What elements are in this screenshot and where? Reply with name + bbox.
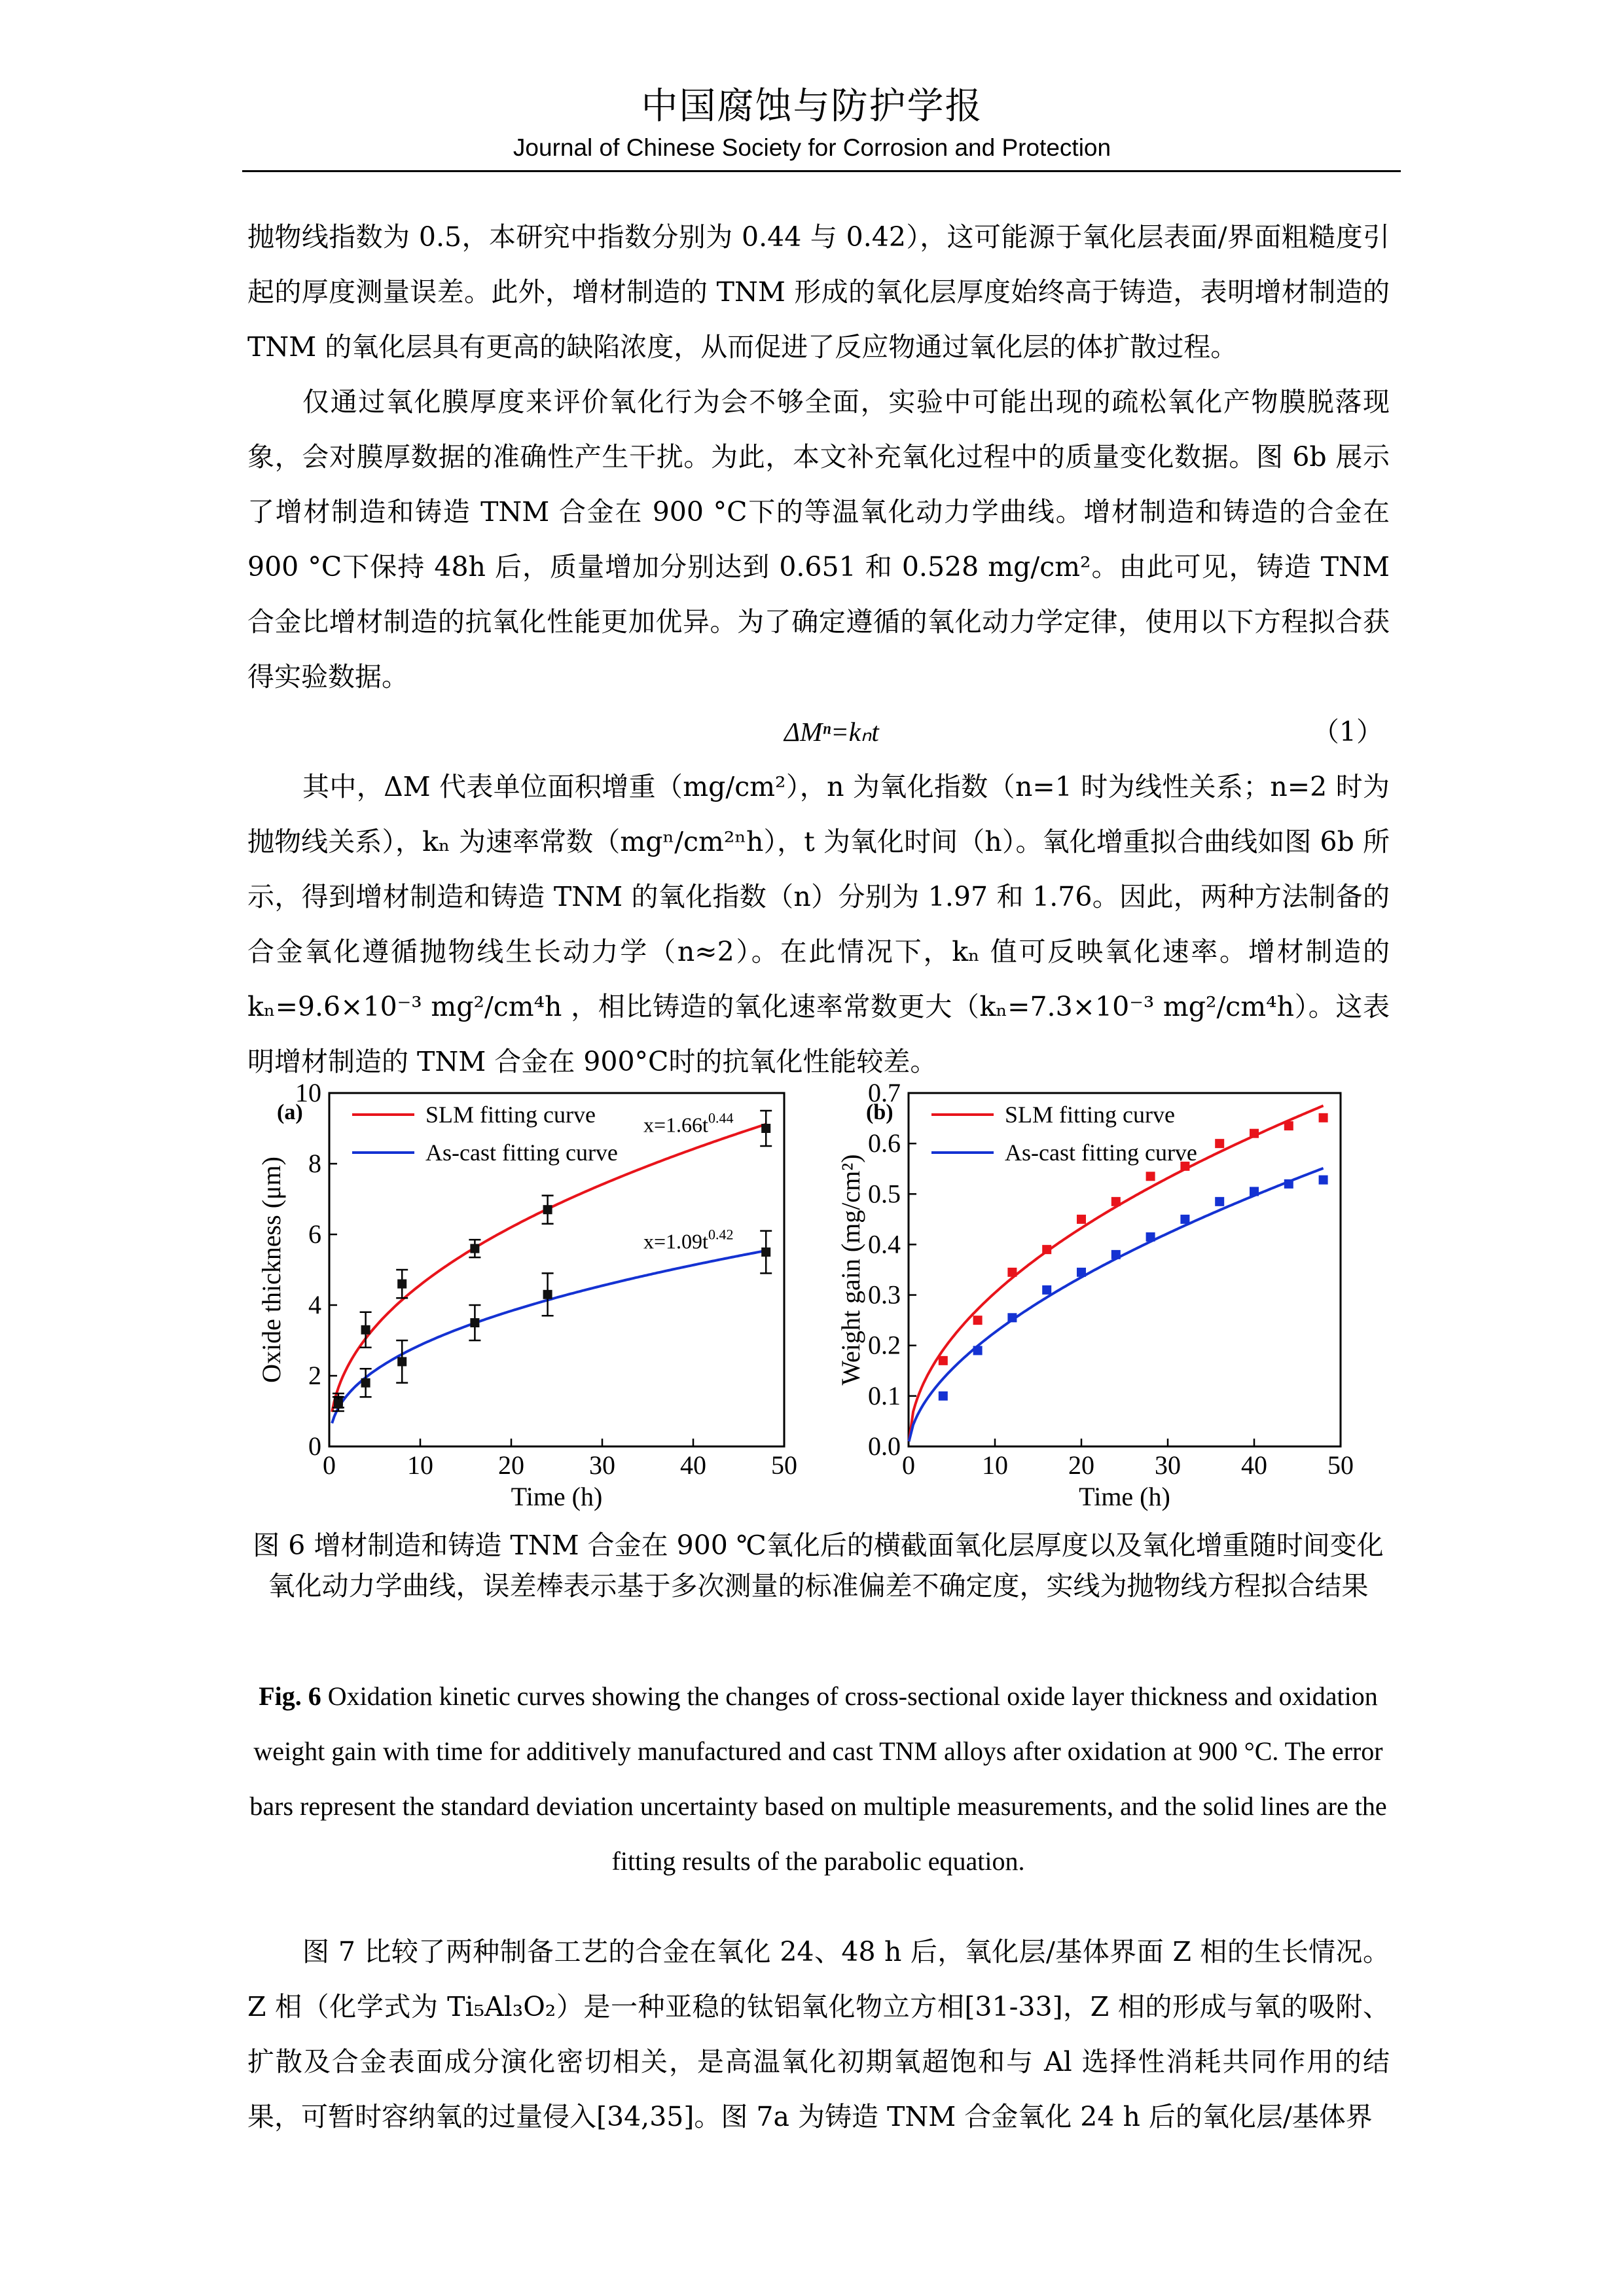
- data-point: [761, 1124, 770, 1133]
- figure-caption-label: Fig. 6: [259, 1681, 321, 1711]
- data-point: [761, 1247, 770, 1257]
- data-point: [939, 1356, 948, 1365]
- data-point: [1007, 1313, 1017, 1322]
- y-tick-label: 0.4: [868, 1229, 901, 1259]
- y-tick-label: 4: [308, 1290, 321, 1319]
- y-axis-label: Weight gain (mg/cm²): [836, 1154, 865, 1386]
- data-point: [1215, 1139, 1224, 1148]
- data-point: [1250, 1187, 1259, 1196]
- data-point: [973, 1316, 983, 1325]
- data-point: [1146, 1172, 1155, 1181]
- paragraph-3: 其中，ΔM 代表单位面积增重（mg/cm²），n 为氧化指数（n=1 时为线性关系；n=2 时为抛物线关系），kₙ 为速率常数（mgⁿ/cm²ⁿh），t 为氧化时间（h）。氧化增重拟合曲线如图 6b 所示，得到增材制造和铸造 TNM 的氧化指数（n）分别为 1.97 和 1.76。因此，两种方法制备的合金氧化遵循抛物线生长动力学（n≈2）。在此情况下，kₙ 值可反映氧化速率。增材制造的 kₙ=9.6×10⁻³ mg²/cm⁴h ，相比铸造的氧化速率常数更大（kₙ=7.3×10⁻³ mg²/cm⁴h）。这表明增材制造的 TNM 合金在 900°C时的抗氧化性能较差。: [247, 771, 1390, 1077]
- y-tick-label: 0: [308, 1431, 321, 1461]
- data-point: [543, 1290, 552, 1299]
- data-point: [939, 1391, 948, 1401]
- data-point: [470, 1244, 479, 1253]
- legend-entry: As-cast fitting curve: [1005, 1139, 1197, 1166]
- data-point: [1180, 1215, 1189, 1224]
- data-point: [1042, 1245, 1051, 1254]
- x-tick-label: 10: [982, 1450, 1008, 1480]
- y-axis-label: Oxide thickness (μm): [257, 1157, 286, 1383]
- x-tick-label: 40: [680, 1450, 706, 1480]
- x-tick-label: 20: [1068, 1450, 1094, 1480]
- x-tick-label: 0: [902, 1450, 915, 1480]
- y-tick-label: 0.1: [868, 1380, 901, 1410]
- data-point: [1077, 1215, 1086, 1224]
- y-tick-label: 8: [308, 1149, 321, 1178]
- paragraph-1: 抛物线指数为 0.5，本研究中指数分别为 0.44 与 0.42），这可能源于氧化层表面/界面粗糙度引起的厚度测量误差。此外，增材制造的 TNM 形成的氧化层厚度始终高于铸造，表明增材制造的 TNM 的氧化层具有更高的缺陷浓度，从而促进了反应物通过氧化层的体扩散过程。: [247, 221, 1390, 363]
- x-tick-label: 0: [323, 1450, 336, 1480]
- x-tick-label: 30: [1155, 1450, 1181, 1480]
- data-point: [1284, 1121, 1293, 1130]
- x-tick-label: 20: [498, 1450, 524, 1480]
- data-point: [1215, 1197, 1224, 1206]
- paragraph-4: 图 7 比较了两种制备工艺的合金在氧化 24、48 h 后，氧化层/基体界面 Z 相的生长情况。Z 相（化学式为 Ti₅Al₃O₂）是一种亚稳的钛铝氧化物立方相[31-33]，Z 相的形成与氧的吸附、扩散及合金表面成分演化密切相关，是高温氧化初期氧超饱和与 Al 选择性消耗共同作用的结果，可暂时容纳氧的过量侵入[34,35]。图 7a 为铸造 TNM 合金氧化 24 h 后的氧化层/基体界: [247, 1936, 1390, 2132]
- panel-label: (a): [277, 1100, 303, 1124]
- legend-entry: SLM fitting curve: [1005, 1102, 1175, 1128]
- x-tick-label: 50: [1327, 1450, 1354, 1480]
- data-point: [361, 1378, 370, 1388]
- x-tick-label: 30: [589, 1450, 615, 1480]
- data-point: [397, 1280, 406, 1289]
- data-point: [1077, 1268, 1086, 1277]
- data-point: [361, 1325, 370, 1335]
- body-text-bottom: [247, 1924, 1390, 2144]
- fit-equation-slm: $x=1.66t^{0.44}$: [643, 1109, 734, 1137]
- fit-equation-ascast: $x=1.09t^{0.42}$: [643, 1226, 734, 1253]
- figure-caption-cn: 图 6 增材制造和铸造 TNM 合金在 900 ℃氧化后的横截面氧化层厚度以及氧化增重随时间变化氧化动力学曲线，误差棒表示基于多次测量的标准偏差不确定度，实线为抛物线方程拟合结果: [253, 1530, 1384, 1602]
- x-tick-label: 50: [771, 1450, 797, 1480]
- equation-formula: ΔMⁿ=kₙt: [784, 717, 879, 747]
- y-tick-label: 0.2: [868, 1330, 901, 1360]
- y-tick-label: 6: [308, 1219, 321, 1249]
- panel-a-thickness-chart: [257, 1078, 797, 1511]
- data-point: [1146, 1232, 1155, 1242]
- data-point: [1111, 1250, 1121, 1259]
- y-tick-label: 0.5: [868, 1179, 901, 1209]
- header-rule: [242, 170, 1401, 172]
- legend-entry: SLM fitting curve: [425, 1102, 596, 1128]
- y-tick-label: 2: [308, 1361, 321, 1390]
- data-point: [470, 1318, 479, 1327]
- data-point: [334, 1399, 343, 1408]
- data-point: [1319, 1175, 1328, 1185]
- body-text-top: [247, 209, 1390, 1089]
- data-point: [1319, 1113, 1328, 1122]
- data-point: [1111, 1197, 1121, 1206]
- data-point: [973, 1346, 983, 1355]
- equation-number: （1）: [1312, 716, 1383, 747]
- data-point: [1007, 1268, 1017, 1277]
- data-point: [1250, 1129, 1259, 1138]
- journal-title-cn: 中国腐蚀与防护学报: [641, 85, 983, 128]
- figure-caption-text: Oxidation kinetic curves showing the changes of cross-sectional oxide layer thickness and oxidation weight gain with time for additively manufactured and cast TNM alloys after oxidation at 900 °C. The error bars represent the standard deviation uncertainty based on multiple measurements, and the solid lines are the fitting results of the parabolic equation.: [249, 1681, 1387, 1876]
- fit-curve-slm: [332, 1124, 766, 1412]
- figure-6: [247, 1073, 1390, 1532]
- x-axis-label: Time (h): [511, 1482, 603, 1511]
- data-point: [1284, 1179, 1293, 1189]
- paragraph-2: 仅通过氧化膜厚度来评价氧化行为会不够全面，实验中可能出现的疏松氧化产物膜脱落现象，会对膜厚数据的准确性产生干扰。为此，本文补充氧化过程中的质量变化数据。图 6b 展示了增材制造和铸造 TNM 合金在 900 °C下的等温氧化动力学曲线。增材制造和铸造的合金在 900 °C下保持 48h 后，质量增加分别达到 0.651 和 0.528 mg/cm²。由此可见，铸造 TNM 合金比增材制造的抗氧化性能更加优异。为了确定遵循的氧化动力学定律，使用以下方程拟合获得实验数据。: [247, 386, 1390, 692]
- x-tick-label: 10: [407, 1450, 433, 1480]
- fit-curve-ascast: [909, 1168, 1324, 1441]
- x-tick-label: 40: [1241, 1450, 1267, 1480]
- data-point: [543, 1205, 552, 1214]
- data-point: [397, 1357, 406, 1366]
- panel-b-weight-gain-chart: [836, 1078, 1354, 1511]
- y-tick-label: 0.6: [868, 1128, 901, 1158]
- y-tick-label: 0.3: [868, 1280, 901, 1310]
- y-tick-label: 0.0: [868, 1431, 901, 1461]
- legend-entry: As-cast fitting curve: [425, 1139, 618, 1166]
- y-tick-label: 0.7: [868, 1078, 901, 1107]
- panel-label: (b): [866, 1100, 893, 1124]
- figure-caption-en: [242, 1669, 1394, 1889]
- equation-1: [247, 704, 1390, 759]
- data-point: [1042, 1285, 1051, 1295]
- fit-curve-ascast: [332, 1251, 766, 1424]
- journal-title-en: Journal of Chinese Society for Corrosion and Protection: [513, 134, 1111, 161]
- y-tick-label: 10: [295, 1078, 321, 1107]
- x-axis-label: Time (h): [1079, 1482, 1170, 1511]
